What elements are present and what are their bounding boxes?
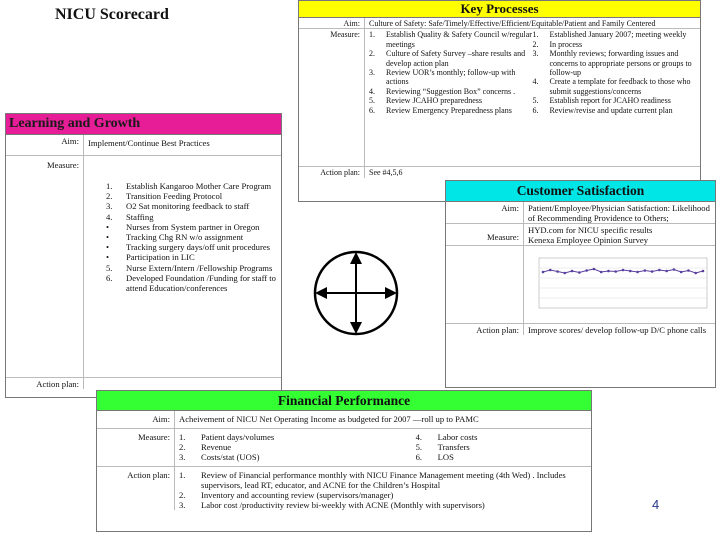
- list-item-text: Transfers: [437, 442, 470, 453]
- financial-performance-card: [96, 390, 592, 532]
- chart-point: [658, 268, 661, 271]
- list-marker: •: [106, 232, 110, 243]
- list-item: [533, 30, 697, 39]
- list-item: [179, 442, 416, 452]
- chart-point: [687, 269, 690, 272]
- list-item-text: Establish report for JCAHO readiness: [549, 96, 671, 106]
- list-item-text: Costs/stat (UOS): [201, 452, 260, 463]
- key-processes-aim-row: [299, 18, 700, 29]
- action-label: Action plan:: [97, 467, 175, 511]
- list-item: [179, 490, 587, 500]
- aim-label: Aim:: [6, 135, 84, 155]
- list-item: [106, 263, 282, 273]
- list-item-text: Nurse Extern/Intern /Fellowship Programs: [126, 262, 273, 273]
- action-label: Action plan:: [6, 378, 84, 389]
- chart-point: [542, 270, 545, 273]
- list-item-text: Create a template for feedback to those who submit suggestions/concerns: [549, 77, 691, 96]
- list-marker: 1.: [532, 30, 539, 40]
- financial-action-row: [97, 467, 591, 511]
- list-item-text: LOS: [437, 452, 454, 463]
- list-item: [106, 232, 282, 242]
- list-item-text: Review UOR’s monthly; follow-up with actions: [386, 68, 516, 87]
- aim-label: Aim:: [97, 411, 175, 428]
- list-marker: 4.: [532, 77, 539, 87]
- list-item-text: Established January 2007; meeting weekly: [549, 30, 687, 40]
- customer-satisfaction-chart-row: [446, 246, 715, 324]
- financial-aim: Acheivement of NICU Net Operating Income as budgeted for 2007 —roll up to PAMC: [179, 414, 479, 424]
- chart-point: [593, 267, 596, 270]
- learning-growth-card: [5, 113, 282, 398]
- list-marker: 2.: [179, 490, 186, 501]
- list-marker: •: [106, 252, 110, 263]
- list-marker: 1.: [369, 30, 375, 40]
- customer-satisfaction-aim: Patient/Employee/Physician Satisfaction: Likelihood of Recommending Providence to Others;: [528, 203, 710, 223]
- customer-satisfaction-action-row: [446, 324, 715, 335]
- slide-title: NICU Scorecard: [55, 6, 169, 23]
- learning-growth-aim: Implement/Continue Best Practices: [88, 138, 210, 148]
- list-item-text: Establish Kangaroo Mother Care Program: [126, 181, 272, 191]
- list-item: [533, 96, 697, 105]
- measure-label: Measure:: [446, 224, 524, 245]
- list-item: [106, 273, 282, 293]
- customer-satisfaction-heading: Customer Satisfaction: [446, 181, 715, 202]
- chart-point: [665, 269, 668, 272]
- chart-point: [622, 268, 625, 271]
- chart-point: [549, 268, 552, 271]
- customer-satisfaction-card: [445, 180, 716, 388]
- list-item-text: Tracking Chg RN w/o assignment: [126, 232, 244, 243]
- list-item: [369, 87, 533, 96]
- list-item: [179, 432, 416, 442]
- list-marker: 5.: [106, 262, 113, 273]
- list-item-text: Patient days/volumes: [201, 432, 275, 442]
- list-item: [179, 470, 587, 490]
- list-item: [369, 49, 533, 68]
- chart-point: [694, 271, 697, 274]
- list-item: [106, 242, 282, 252]
- list-item: [533, 40, 697, 49]
- key-processes-measures: [369, 30, 533, 166]
- financial-aim-row: [97, 411, 591, 429]
- list-marker: 3.: [179, 452, 186, 463]
- list-marker: 4.: [106, 211, 113, 222]
- chart-point: [564, 271, 567, 274]
- list-marker: 1.: [179, 432, 186, 442]
- learning-growth-heading: Learning and Growth: [6, 114, 281, 135]
- list-marker: 5.: [415, 442, 423, 453]
- list-item: [533, 77, 697, 96]
- list-item-text: Developed Foundation /Funding for staff to attend Education/conferences: [126, 272, 276, 294]
- list-marker: 6.: [532, 105, 539, 115]
- chart-plot-area: [539, 258, 707, 308]
- key-processes-card: [298, 0, 701, 202]
- measure-line-2: Kenexa Employee Opinion Survey: [528, 235, 649, 245]
- customer-satisfaction-action: Improve scores/ develop follow-up D/C phone calls: [528, 325, 707, 335]
- measure-label: Measure:: [97, 429, 175, 466]
- list-item-text: O2 Sat monitoring feedback to staff: [126, 201, 250, 212]
- list-item-text: In process: [549, 39, 583, 49]
- list-item-text: Transition Feeding Protocol: [126, 191, 223, 202]
- learning-growth-measures: [84, 177, 282, 293]
- list-item-text: Monthly reviews; forwarding issues and concerns to appropriate persons or groups to follow-up: [549, 49, 692, 78]
- satisfaction-trend-chart: [527, 252, 713, 318]
- list-marker: 6.: [415, 452, 423, 463]
- compass-icon: [312, 249, 400, 337]
- action-label: Action plan:: [446, 324, 524, 335]
- chart-point: [600, 270, 603, 273]
- list-item-text: Review/revise and update current plan: [549, 105, 673, 115]
- list-marker: 2.: [369, 49, 375, 59]
- chart-point: [673, 268, 676, 271]
- list-marker: 1.: [106, 181, 113, 191]
- list-item-text: Staffing: [126, 211, 154, 222]
- financial-heading: Financial Performance: [97, 391, 591, 411]
- list-marker: 3.: [369, 68, 375, 78]
- list-item-text: Review Emergency Preparedness plans: [386, 105, 512, 115]
- key-processes-status: [533, 30, 697, 166]
- list-item: [106, 181, 282, 191]
- list-marker: 3.: [532, 49, 539, 59]
- list-marker: 5.: [532, 96, 539, 106]
- list-item: [533, 106, 697, 115]
- list-item: [369, 30, 533, 49]
- key-processes-measure-row: [299, 29, 700, 167]
- list-item-text: Nurses from System partner in Oregon: [126, 221, 260, 232]
- action-label: Action plan:: [299, 167, 365, 177]
- chart-point: [614, 270, 617, 273]
- list-marker: 6.: [106, 272, 113, 283]
- key-processes-action-row: [299, 167, 700, 177]
- list-item: [533, 49, 697, 77]
- measure-label: Measure:: [299, 29, 365, 166]
- financial-measure-row: [97, 429, 591, 467]
- customer-satisfaction-measure-row: [446, 224, 715, 246]
- list-marker: 5.: [369, 96, 375, 106]
- learning-growth-action-row: [6, 378, 281, 389]
- customer-satisfaction-aim-row: [446, 202, 715, 224]
- list-item-text: Labor costs: [437, 432, 478, 442]
- list-marker: •: [106, 221, 110, 232]
- key-processes-heading: Key Processes: [299, 1, 700, 18]
- list-item: [416, 442, 587, 452]
- list-marker: 3.: [106, 201, 113, 212]
- list-item-text: Revenue: [201, 442, 232, 453]
- chart-point: [585, 269, 588, 272]
- list-item: [106, 252, 282, 262]
- key-processes-action: See #4,5,6: [369, 168, 403, 178]
- list-item: [106, 212, 282, 222]
- page-number: 4: [652, 497, 660, 512]
- list-item: [416, 452, 587, 462]
- list-item: [106, 201, 282, 211]
- chart-point: [629, 269, 632, 272]
- key-processes-aim: Culture of Safety: Safe/Timely/Effective/Efficient/Equitable/Patient and Family Centered: [369, 19, 656, 28]
- financial-measures-left: [179, 432, 416, 463]
- list-marker: 3.: [179, 500, 186, 511]
- learning-growth-aim-row: [6, 135, 281, 156]
- aim-label: Aim:: [446, 202, 524, 223]
- list-marker: •: [106, 242, 110, 253]
- measure-line-1: HYD.com for NICU specific results: [528, 225, 653, 235]
- list-item-text: Labor cost /productivity review bi-weekly with ACNE (Monthly with supervisors): [201, 500, 485, 511]
- list-item-text: Inventory and accounting review (supervisors/manager): [201, 490, 394, 501]
- measure-label: Measure:: [6, 156, 84, 377]
- chart-point: [702, 269, 705, 272]
- list-marker: 2.: [106, 191, 113, 202]
- chart-point: [644, 269, 647, 272]
- list-item: [179, 452, 416, 462]
- list-item: [369, 96, 533, 105]
- list-item: [106, 191, 282, 201]
- list-item-text: Review of Financial performance monthly with NICU Finance Management meeting (4th Wed) . Includes supervisors, lead RT, educator, and ACNE for the Children’s Hospital: [201, 469, 566, 490]
- list-marker: 4.: [415, 432, 423, 442]
- list-item: [106, 222, 282, 232]
- list-marker: 2.: [532, 39, 539, 49]
- chart-point: [556, 270, 559, 273]
- list-marker: 2.: [179, 442, 186, 453]
- chart-point: [636, 270, 639, 273]
- chart-point: [651, 270, 654, 273]
- list-item-text: Reviewing “Suggestion Box” concerns .: [386, 86, 516, 96]
- list-item: [369, 106, 533, 115]
- list-item: [416, 432, 587, 442]
- chart-point: [571, 269, 574, 272]
- list-marker: 6.: [369, 105, 375, 115]
- financial-measures-right: [416, 432, 587, 463]
- list-marker: 4.: [369, 86, 375, 96]
- chart-point: [680, 270, 683, 273]
- financial-actions: [179, 470, 587, 511]
- list-item-text: Review JCAHO preparedness: [386, 96, 482, 106]
- list-item-text: Establish Quality & Safety Council w/regular meetings: [386, 30, 532, 49]
- list-item-text: Culture of Safety Survey –share results and develop action plan: [386, 49, 526, 68]
- list-item: [369, 68, 533, 87]
- list-marker: 1.: [179, 469, 186, 480]
- aim-label: Aim:: [299, 18, 365, 28]
- list-item: [179, 500, 587, 510]
- list-item-text: Participation in LIC: [126, 252, 195, 263]
- chart-point: [607, 269, 610, 272]
- chart-point: [578, 271, 581, 274]
- list-item-text: Tracking surgery days/off unit procedures: [126, 242, 270, 253]
